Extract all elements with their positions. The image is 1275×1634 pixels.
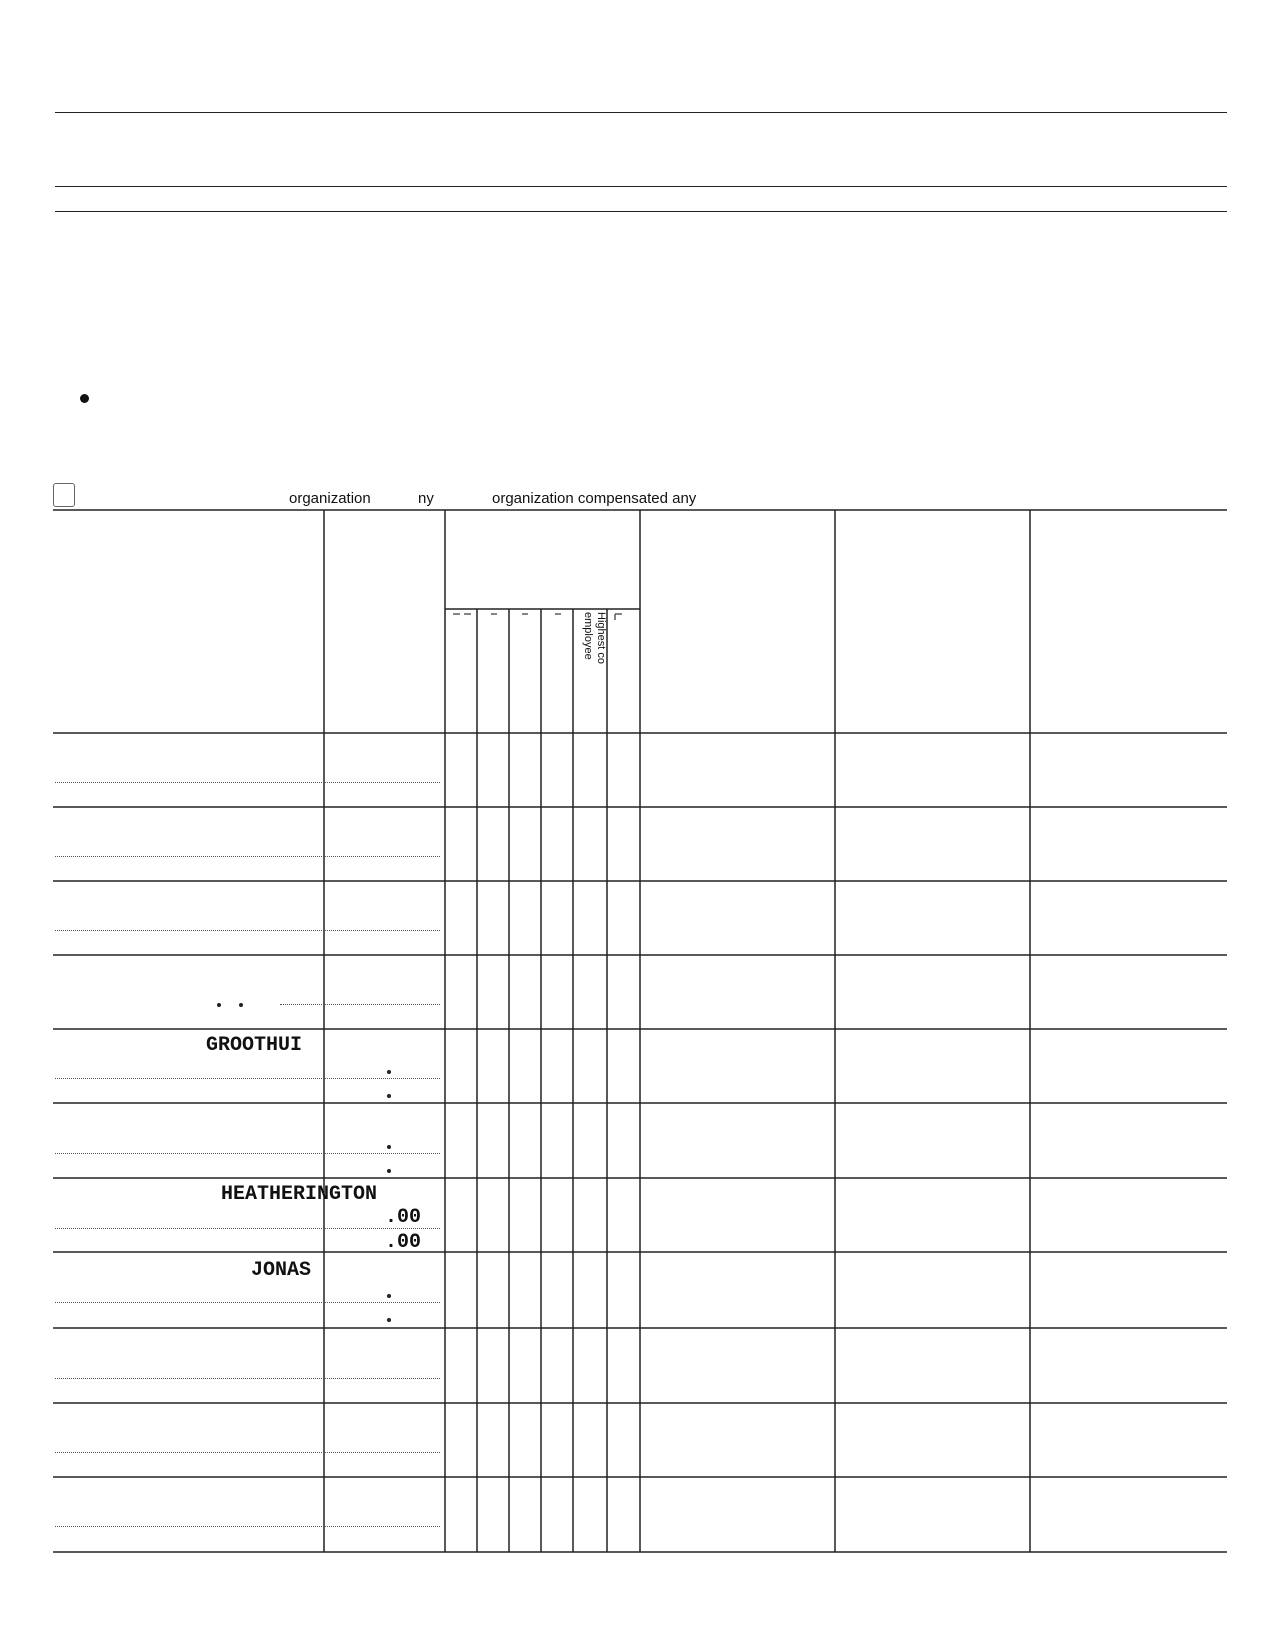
dotted-leader xyxy=(55,1228,440,1229)
dotted-leader xyxy=(55,1452,440,1453)
hours-value: .00 xyxy=(385,1231,422,1254)
person-name: HEATHERINGTON xyxy=(221,1183,378,1206)
decimal-dot xyxy=(387,1145,391,1149)
decimal-dot xyxy=(387,1169,391,1173)
dotted-leader xyxy=(55,856,440,857)
dotted-leader xyxy=(55,1378,440,1379)
decimal-dot xyxy=(217,1003,221,1007)
dotted-leader xyxy=(55,782,440,783)
decimal-dot xyxy=(387,1094,391,1098)
hours-value: .00 xyxy=(385,1206,422,1229)
dotted-leader xyxy=(55,930,440,931)
person-name: JONAS xyxy=(251,1259,312,1282)
decimal-dot xyxy=(387,1294,391,1298)
dotted-leader xyxy=(280,1004,440,1005)
dotted-leader xyxy=(55,1526,440,1527)
dotted-leader xyxy=(55,1153,440,1154)
decimal-dot xyxy=(387,1070,391,1074)
organization-label-1: organization xyxy=(289,490,371,507)
decimal-dot xyxy=(387,1318,391,1322)
employee-text: employee xyxy=(582,612,594,660)
highest-co-text: Highest co xyxy=(595,612,607,664)
decimal-dot xyxy=(239,1003,243,1007)
organization-label-2: organization compensated any xyxy=(492,490,697,507)
dotted-leader xyxy=(55,1078,440,1079)
dotted-leader xyxy=(55,1302,440,1303)
person-name: GROOTHUI xyxy=(206,1034,303,1057)
highest-compensated-employee-label xyxy=(577,612,607,672)
any-label: ny xyxy=(418,490,434,507)
